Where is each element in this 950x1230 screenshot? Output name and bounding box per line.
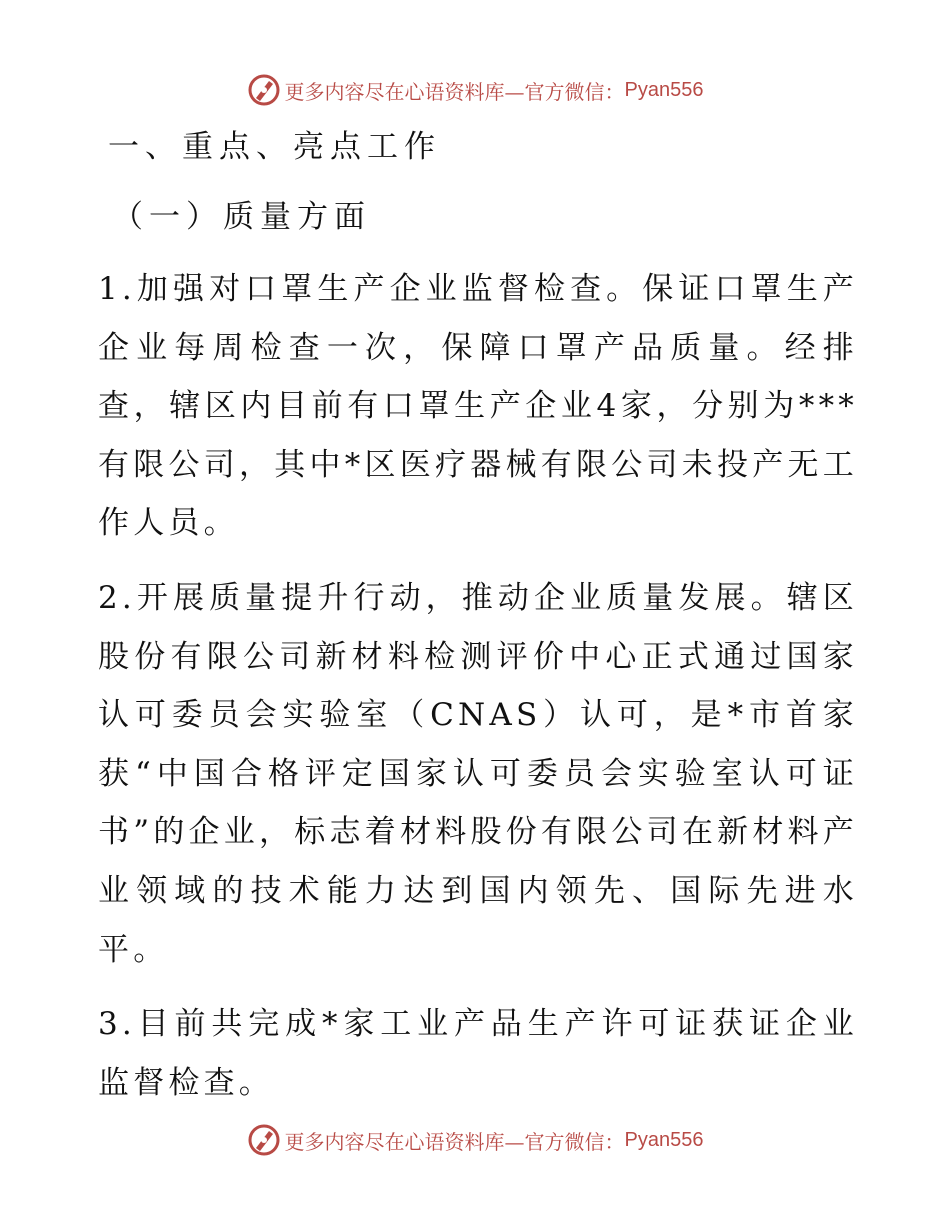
paragraph-2: 2.开展质量提升行动，推动企业质量发展。辖区股份有限公司新材料检测评价中心正式通过国家认可委员会实验室（CNAS）认可，是*市首家获“中国合格评定国家认可委员会实验室认可证书”的企业，标志着材料股份有限公司在新材料产业领域的技术能力达到国内领先、国际先进水平。 — [98, 579, 858, 968]
subsection-heading: （一）质量方面 — [112, 199, 371, 235]
pen-logo-icon — [247, 1123, 281, 1157]
paragraph-1: 1.加强对口罩生产企业监督检查。保证口罩生产企业每周检查一次，保障口罩产品质量。经排查，辖区内目前有口罩生产企业4家，分别为***有限公司，其中*区医疗器械有限公司未投产无工作人员。 — [98, 271, 858, 542]
section-heading: 一、重点、亮点工作 — [108, 129, 441, 165]
pen-logo-icon — [247, 73, 281, 107]
banner-text: 更多内容尽在心语资料库—官方微信： — [284, 1129, 625, 1154]
paragraph-3: 3.目前共完成*家工业产品生产许可证获证企业监督检查。 — [98, 1006, 858, 1101]
banner-wechat-id: Pyan556 — [624, 78, 704, 101]
banner-wechat-id: Pyan556 — [624, 1128, 704, 1151]
header-banner — [0, 70, 950, 110]
footer-banner — [0, 1120, 950, 1160]
document-body — [98, 118, 858, 1112]
banner-text: 更多内容尽在心语资料库—官方微信： — [284, 79, 625, 104]
